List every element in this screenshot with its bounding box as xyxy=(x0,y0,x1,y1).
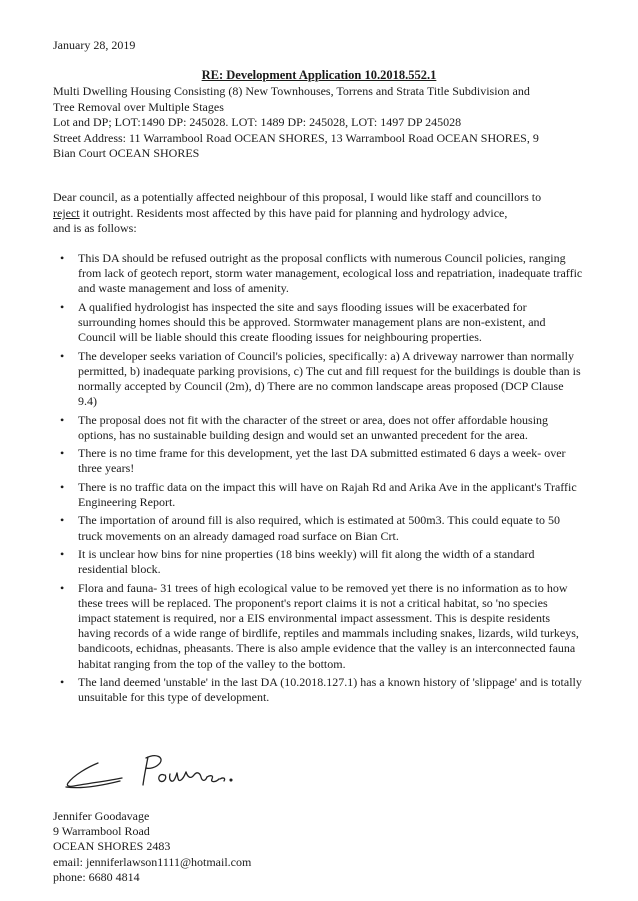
list-item xyxy=(53,480,583,510)
list-item xyxy=(53,547,583,577)
intro-line-3: and is as follows: xyxy=(53,221,137,236)
sender-block xyxy=(53,809,251,885)
list-item-text: There is no time frame for this development, yet the last DA submitted estimated 6 days a week- over three years! xyxy=(78,446,566,476)
list-item-text: Flora and fauna- 31 trees of high ecological value to be removed yet there is no information as to how these trees will be replaced. The proponent's report claims it is not a critical habitat, so 'no species impact statement is required, nor a EIS environmental impact assessment. This is despite residents having records of a wide range of birdlife, reptiles and mammals including snakes, lizards, wild turkeys, bandicoots, echidnas, pheasants. There is also ample evidence that the valley is an interconnected fauna habitat ranging from the top of the valley to the bottom. xyxy=(78,580,579,671)
subject-line: Tree Removal over Multiple Stages xyxy=(53,99,224,114)
list-item xyxy=(53,413,583,443)
list-item-text: The land deemed 'unstable' in the last DA (10.2018.127.1) has a known history of 'slippage' and is totally unsuitable for this type of development. xyxy=(78,674,582,705)
subject-line: Lot and DP; LOT:1490 DP: 245028. LOT: 1489 DP: 245028, LOT: 1497 DP 245028 xyxy=(53,115,462,130)
sender-street: 9 Warrambool Road xyxy=(53,824,150,839)
list-item xyxy=(53,446,583,476)
subject-line: Multi Dwelling Housing Consisting (8) New Townhouses, Torrens and Strata Title Subdivision and xyxy=(53,84,530,98)
list-item xyxy=(53,251,583,297)
list-item-text: The importation of around fill is also required, which is estimated at 500m3. This could equate to 50 truck movements on an already damaged road surface on Bian Crt. xyxy=(78,513,561,543)
bullet-icon: • xyxy=(60,251,65,265)
bullet-icon: • xyxy=(60,412,65,427)
list-item xyxy=(53,581,583,672)
bullet-icon: • xyxy=(60,513,65,528)
reject-word: reject xyxy=(53,205,80,220)
subject-block xyxy=(53,84,613,162)
list-item xyxy=(53,300,583,346)
list-item-text: A qualified hydrologist has inspected the site and says flooding issues will be exacerbated for surrounding homes should this be approved. Stormwater management plans are non-existent, and Council will be liable should this create flooding issues for neighbouring properties. xyxy=(78,299,546,345)
letter-heading: RE: Development Application 10.2018.552.1 xyxy=(201,68,437,82)
subject-line: Bian Court OCEAN SHORES xyxy=(53,146,200,161)
list-item-text: It is unclear how bins for nine properties (18 bins weekly) will fit along the width of a standard residential block. xyxy=(78,546,535,577)
sender-phone: phone: 6680 4814 xyxy=(53,869,140,884)
sender-town: OCEAN SHORES 2483 xyxy=(53,839,171,854)
bullet-icon: • xyxy=(60,299,65,314)
bullet-icon: • xyxy=(60,580,65,595)
list-item xyxy=(53,675,583,705)
list-item-text: The proposal does not fit with the character of the street or area, does not offer affordable housing options, has no sustainable building design and would set an unwanted precedent for the area. xyxy=(78,412,549,442)
intro-paragraph xyxy=(53,190,593,237)
list-item-text: The developer seeks variation of Council's policies, specifically: a) A driveway narrower than normally permitted, b) inadequate parking provisions, c) The cut and fill request for the buildings is double than is normally accepted by Council (2m), d) There are no common landscape areas proposed (DCP Clause 9.4) xyxy=(78,348,581,409)
list-item xyxy=(53,513,583,543)
objection-list xyxy=(53,251,583,709)
bullet-icon: • xyxy=(60,674,65,689)
sender-email: email: jenniferlawson1111@hotmail.com xyxy=(53,854,252,869)
intro-line-2 xyxy=(53,206,593,222)
subject-line: Street Address: 11 Warrambool Road OCEAN SHORES, 13 Warrambool Road OCEAN SHORES, 9 xyxy=(53,130,539,145)
bullet-icon: • xyxy=(60,546,65,561)
bullet-icon: • xyxy=(60,446,65,461)
handwritten-signature xyxy=(60,745,250,805)
bullet-icon: • xyxy=(60,479,65,494)
intro-line-1: Dear council, as a potentially affected neighbour of this proposal, I would like staff and councillors to xyxy=(53,190,542,204)
list-item-text: This DA should be refused outright as the proposal conflicts with numerous Council policies, ranging from lack of geotech report, storm water management, ecological loss and repatriation, inadequate traffic and waste management and loss of amenity. xyxy=(78,251,583,296)
bullet-icon: • xyxy=(60,348,65,363)
list-item xyxy=(53,349,583,410)
list-item-text: There is no traffic data on the impact this will have on Rajah Rd and Arika Ave in the applicant's Traffic Engineering Report. xyxy=(78,479,577,509)
sender-name: Jennifer Goodavage xyxy=(53,809,150,823)
intro-line-2-rest: it outright. Residents most affected by this have paid for planning and hydrology advice, xyxy=(79,205,508,220)
letter-date: January 28, 2019 xyxy=(53,38,136,52)
